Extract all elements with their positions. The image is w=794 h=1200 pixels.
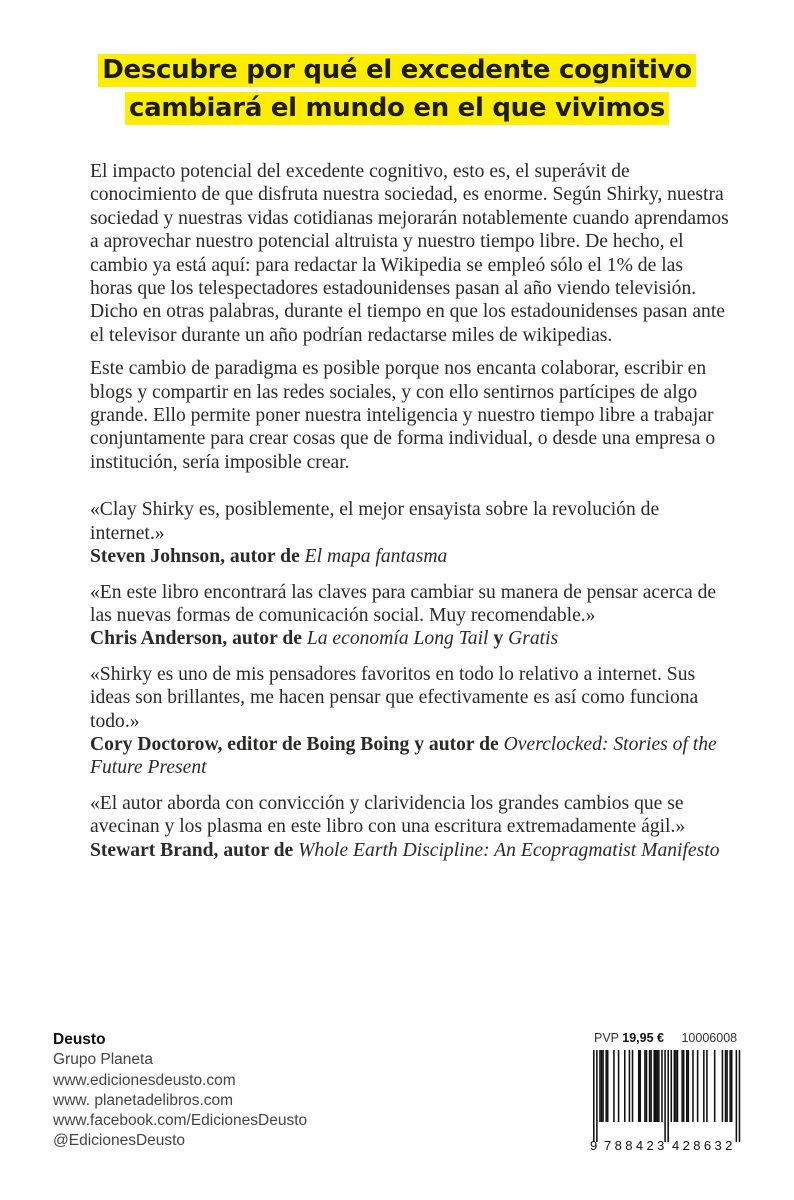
barcode-bar — [671, 1050, 673, 1122]
barcode-bar — [653, 1050, 655, 1122]
barcode-bars — [593, 1050, 740, 1142]
barcode-bar — [726, 1050, 728, 1122]
facebook-url: www.facebook.com/EdicionesDeusto — [53, 1112, 308, 1130]
quote-text: «Shirky es uno de mis pensadores favoritos en todo lo relativo a internet. Sus ideas son brillantes, me hacen pensar que efectivamente es así como funciona todo.» — [90, 663, 699, 732]
barcode-bar — [602, 1050, 604, 1122]
barcode-bar — [632, 1050, 634, 1122]
barcode-bar — [688, 1050, 690, 1122]
blurb-quote — [90, 581, 730, 651]
isbn-barcode — [590, 1050, 750, 1156]
barcode-bar — [725, 1050, 727, 1122]
headline-line-2: cambiará el mundo en el que vivimos — [125, 92, 669, 125]
barcode-bar — [675, 1050, 677, 1122]
barcode-bar — [714, 1050, 716, 1122]
barcode-bar — [629, 1050, 631, 1122]
barcode-bar — [739, 1050, 741, 1142]
back-cover-text — [90, 160, 730, 874]
barcode-bar — [706, 1050, 708, 1122]
price-value: 19,95 € — [622, 1031, 664, 1045]
quote-text: «El autor aborda con convicción y clarividencia los grandes cambios que se avecinan y los plasma en este libro con una escritura extremadamente ágil.» — [90, 792, 686, 838]
barcode-bar — [596, 1050, 598, 1142]
barcode-bar — [593, 1050, 595, 1142]
headline-line-1: Descubre por qué el excedente cognitivo — [98, 54, 696, 87]
price-row — [594, 1031, 737, 1045]
blurb-quote — [90, 498, 730, 568]
barcode-bar — [599, 1050, 601, 1122]
quote-work-title: Whole Earth Discipline: An Ecopragmatist Manifesto — [298, 839, 720, 861]
barcode-bar — [703, 1050, 705, 1122]
barcode-bar — [686, 1050, 688, 1122]
quote-text: «En este libro encontrará las claves para cambiar su manera de pensar acerca de las nuevas formas de comunicación social. Muy recomendable.» — [90, 581, 717, 626]
barcode-bar — [722, 1050, 724, 1122]
blurb-quote — [90, 663, 730, 780]
barcode-bar — [729, 1050, 731, 1122]
quote-author: Stewart Brand, autor de — [90, 839, 299, 861]
barcode-bar — [731, 1050, 733, 1122]
barcode-bar — [638, 1050, 640, 1122]
publisher-website: www.edicionesdeusto.com — [53, 1071, 236, 1089]
barcode-bar — [674, 1050, 676, 1122]
barcode-left-digits: 788423 — [604, 1138, 668, 1153]
quote-author: Steven Johnson, autor de — [90, 546, 305, 568]
barcode-bar — [646, 1050, 648, 1122]
barcode-bar — [683, 1050, 685, 1122]
quote-attribution — [90, 545, 730, 568]
barcode-bar — [657, 1050, 659, 1122]
quote-work-title: La economía Long Tail — [306, 628, 489, 650]
barcode-bar — [677, 1050, 679, 1122]
price-label: PVP — [594, 1031, 619, 1045]
barcode-bar — [681, 1050, 683, 1122]
barcode-bar — [605, 1050, 607, 1122]
barcode-bar — [697, 1050, 699, 1122]
quote-attribution — [90, 839, 730, 862]
synopsis-paragraph-1: El impacto potencial del excedente cognitivo, esto es, el superávit de conocimiento de que disfruta nuestra sociedad, es enorme. Según Shirky, nuestra sociedad y nuestras vidas cotidianas mejorarán notablemente cuando aprendamos a aprovechar nuestro potencial altruista y nuestro tiempo libre. De hecho, el cambio ya está aquí: para redactar la Wikipedia se empleó sólo el 1% de las horas que los telespectadores estadounidenses pasan al año viendo televisión. Dicho en otras palabras, durante el tiempo en que los estadounidenses pasan ante el televisor durante un año podrían redactarse miles de wikipedias. — [90, 161, 729, 346]
publisher-name: Deusto — [53, 1031, 106, 1048]
quote-author: Chris Anderson, autor de — [90, 628, 307, 650]
barcode-bar — [624, 1050, 626, 1122]
barcode-bar — [640, 1050, 642, 1122]
planeta-website: www. planetadelibros.com — [53, 1091, 234, 1109]
barcode-bar — [607, 1050, 609, 1122]
barcode-right-digits: 428632 — [672, 1138, 736, 1153]
barcode-bar — [692, 1050, 694, 1122]
barcode-bar — [736, 1050, 738, 1142]
barcode-bar — [661, 1050, 663, 1122]
quote-attribution — [90, 733, 730, 780]
barcode-bar — [649, 1050, 651, 1122]
barcode-bar — [618, 1050, 620, 1122]
barcode-bar — [644, 1050, 646, 1122]
publisher-group: Grupo Planeta — [53, 1051, 153, 1069]
product-code: 10006008 — [681, 1031, 738, 1045]
barcode-bar — [667, 1050, 669, 1142]
barcode-first-digit: 9 — [590, 1138, 598, 1153]
barcode-bar — [655, 1050, 657, 1122]
barcode-block — [590, 1030, 750, 1155]
quote-connector: y — [488, 628, 509, 650]
headline — [0, 52, 794, 128]
synopsis-paragraph-2: Este cambio de paradigma es posible porque nos encanta colaborar, escribir en blogs y compartir en las redes sociales, y con ello sentirnos partícipes de algo grande. Ello permite poner nuestra inteligencia y nuestro tiempo libre a trabajar conjuntamente para crear cosas que de forma individual, o desde una empresa o institución, sería imposible crear. — [90, 358, 716, 473]
barcode-bar — [650, 1050, 652, 1122]
barcode-bar — [601, 1050, 603, 1122]
barcode-bar — [664, 1050, 666, 1142]
quote-work-title: Overclocked: Stories of the Future Present — [90, 733, 717, 779]
quote-text: «Clay Shirky es, posiblemente, el mejor ensayista sobre la revolución de internet.» — [90, 499, 660, 544]
twitter-handle: @EdicionesDeusto — [53, 1132, 186, 1150]
blurb-quote — [90, 792, 730, 862]
barcode-bar — [613, 1050, 615, 1122]
quote-author: Cory Doctorow, editor de Boing Boing y autor de — [90, 733, 504, 755]
quote-work-title: El mapa fantasma — [304, 546, 448, 568]
quote-work-title-2: Gratis — [508, 628, 559, 650]
publisher-info — [53, 1030, 307, 1152]
quote-attribution — [90, 627, 730, 650]
barcode-bar — [658, 1050, 660, 1122]
